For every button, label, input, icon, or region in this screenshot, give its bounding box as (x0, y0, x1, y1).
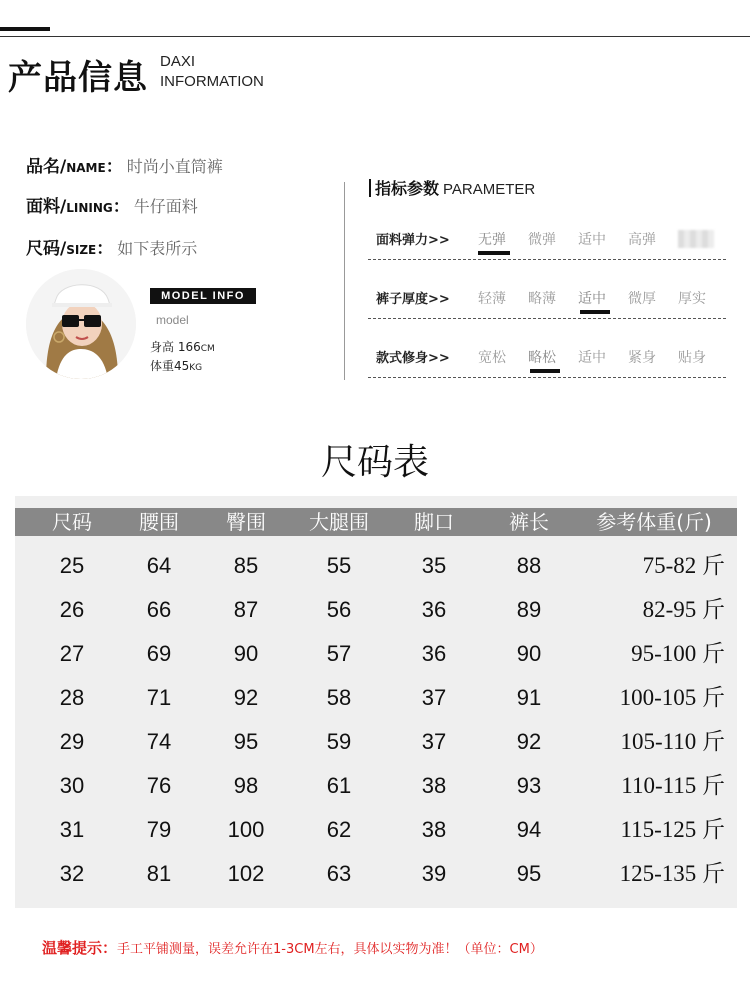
table-cell: 66 (146, 597, 172, 622)
table-row (15, 544, 737, 588)
product-fabric-row: 面料/LINING： 牛仔面料 (26, 197, 198, 217)
table-cell: 74 (146, 729, 172, 754)
table-cell: 92 (516, 729, 542, 754)
table-row (15, 632, 737, 676)
column-header: 腰围 (139, 510, 179, 534)
table-cell: 25 (59, 553, 85, 578)
param-option: 宽松 (478, 350, 506, 366)
table-cell: 92 (233, 685, 259, 710)
table-cell: 26 (59, 597, 85, 622)
table-cell: 37 (421, 685, 447, 710)
model-height: 身高 166CM (150, 340, 215, 354)
param-option: 适中 (578, 291, 606, 307)
table-row (15, 720, 737, 764)
table-cell: 36 (421, 641, 447, 666)
param-option: 适中 (578, 232, 606, 248)
param-option: 微厚 (628, 291, 656, 307)
table-cell: 38 (421, 817, 447, 842)
table-cell: 76 (146, 773, 172, 798)
table-cell: 81 (146, 861, 172, 886)
table-cell: 93 (516, 773, 542, 798)
table-cell: 75-82 斤 (642, 553, 725, 578)
header-accent-bar (0, 27, 50, 31)
table-cell: 98 (233, 773, 259, 798)
selected-underline (580, 310, 610, 314)
table-cell: 31 (59, 817, 85, 842)
measurement-note: 温馨提示：手工平铺测量，误差允许在1-3CM左右，具体以实物为准！（单位：CM） (42, 939, 543, 957)
param-option: 适中 (578, 350, 606, 366)
table-cell: 27 (59, 641, 85, 666)
table-cell: 63 (326, 861, 352, 886)
table-row (15, 852, 737, 896)
section-subtitle: DAXI INFORMATION (160, 53, 264, 90)
product-name-row: 品名/NAME： 时尚小直筒裤 (26, 157, 223, 177)
param-option: 微弹 (528, 232, 556, 248)
table-cell: 59 (326, 729, 352, 754)
model-info-tag: MODEL INFO (150, 288, 256, 304)
table-cell: 64 (146, 553, 172, 578)
table-cell: 100 (227, 817, 265, 842)
table-row (15, 676, 737, 720)
param-option: 略松 (528, 350, 556, 366)
table-cell: 88 (516, 553, 542, 578)
table-row (15, 588, 737, 632)
column-header: 尺码 (52, 510, 92, 534)
param-option: 略薄 (528, 291, 556, 307)
table-cell: 95-100 斤 (631, 641, 725, 666)
param-option: 轻薄 (478, 291, 506, 307)
size-chart-header (15, 508, 737, 536)
table-cell: 90 (233, 641, 259, 666)
table-row (15, 764, 737, 808)
table-cell: 30 (59, 773, 85, 798)
param-option: 高弹 (628, 232, 656, 248)
table-cell: 95 (233, 729, 259, 754)
model-subtitle: model (156, 313, 189, 327)
param-option: 贴身 (678, 350, 706, 366)
column-header: 大腿围 (309, 510, 369, 534)
table-cell: 100-105 斤 (619, 685, 725, 710)
table-cell: 87 (233, 597, 259, 622)
table-cell: 62 (326, 817, 352, 842)
table-cell: 89 (516, 597, 542, 622)
table-cell: 56 (326, 597, 352, 622)
table-cell: 115-125 斤 (620, 817, 725, 842)
table-cell: 110-115 斤 (621, 773, 725, 798)
table-cell: 90 (516, 641, 542, 666)
table-cell: 71 (146, 685, 172, 710)
table-cell: 58 (326, 685, 352, 710)
table-cell: 35 (421, 553, 447, 578)
selected-underline (478, 251, 510, 255)
table-cell: 69 (146, 641, 172, 666)
header-divider (0, 36, 750, 37)
parameter-title: 指标参数 PARAMETER (369, 176, 535, 199)
table-cell: 82-95 斤 (642, 597, 725, 622)
table-cell: 79 (146, 817, 172, 842)
table-cell: 102 (227, 861, 265, 886)
table-cell: 105-110 斤 (620, 729, 725, 754)
model-avatar (26, 269, 136, 379)
table-cell: 55 (326, 553, 352, 578)
column-header: 脚口 (414, 510, 454, 534)
table-cell: 32 (59, 861, 85, 886)
table-cell: 94 (516, 817, 542, 842)
table-cell: 91 (516, 685, 542, 710)
param-option: 厚实 (678, 291, 706, 307)
table-cell: 29 (59, 729, 85, 754)
param-row-thickness: 裤子厚度>> 轻薄 略薄 适中 微厚 厚实 (368, 280, 726, 320)
table-cell: 28 (59, 685, 85, 710)
section-title: 产品信息 (8, 58, 148, 98)
table-cell: 39 (421, 861, 447, 886)
model-weight: 体重45KG (150, 359, 203, 373)
size-chart-title: 尺码表 (320, 442, 429, 483)
blurred-option (678, 230, 714, 248)
table-cell: 37 (421, 729, 447, 754)
param-row-elasticity: 面料弹力>> 无弹 微弹 适中 高弹 (368, 221, 726, 261)
selected-underline (530, 369, 560, 373)
table-cell: 36 (421, 597, 447, 622)
table-cell: 85 (233, 553, 259, 578)
table-cell: 125-135 斤 (619, 861, 725, 886)
param-row-fit: 款式修身>> 宽松 略松 适中 紧身 贴身 (368, 339, 726, 379)
table-row (15, 808, 737, 852)
product-size-row: 尺码/SIZE： 如下表所示 (26, 239, 198, 259)
column-header: 臀围 (226, 510, 266, 534)
param-option: 无弹 (478, 232, 506, 248)
table-cell: 61 (326, 773, 352, 798)
table-cell: 95 (516, 861, 542, 886)
param-option: 紧身 (628, 350, 656, 366)
column-header: 参考体重(斤) (596, 510, 712, 534)
table-cell: 38 (421, 773, 447, 798)
table-cell: 57 (326, 641, 352, 666)
column-header: 裤长 (509, 510, 549, 534)
vertical-divider (344, 182, 345, 380)
